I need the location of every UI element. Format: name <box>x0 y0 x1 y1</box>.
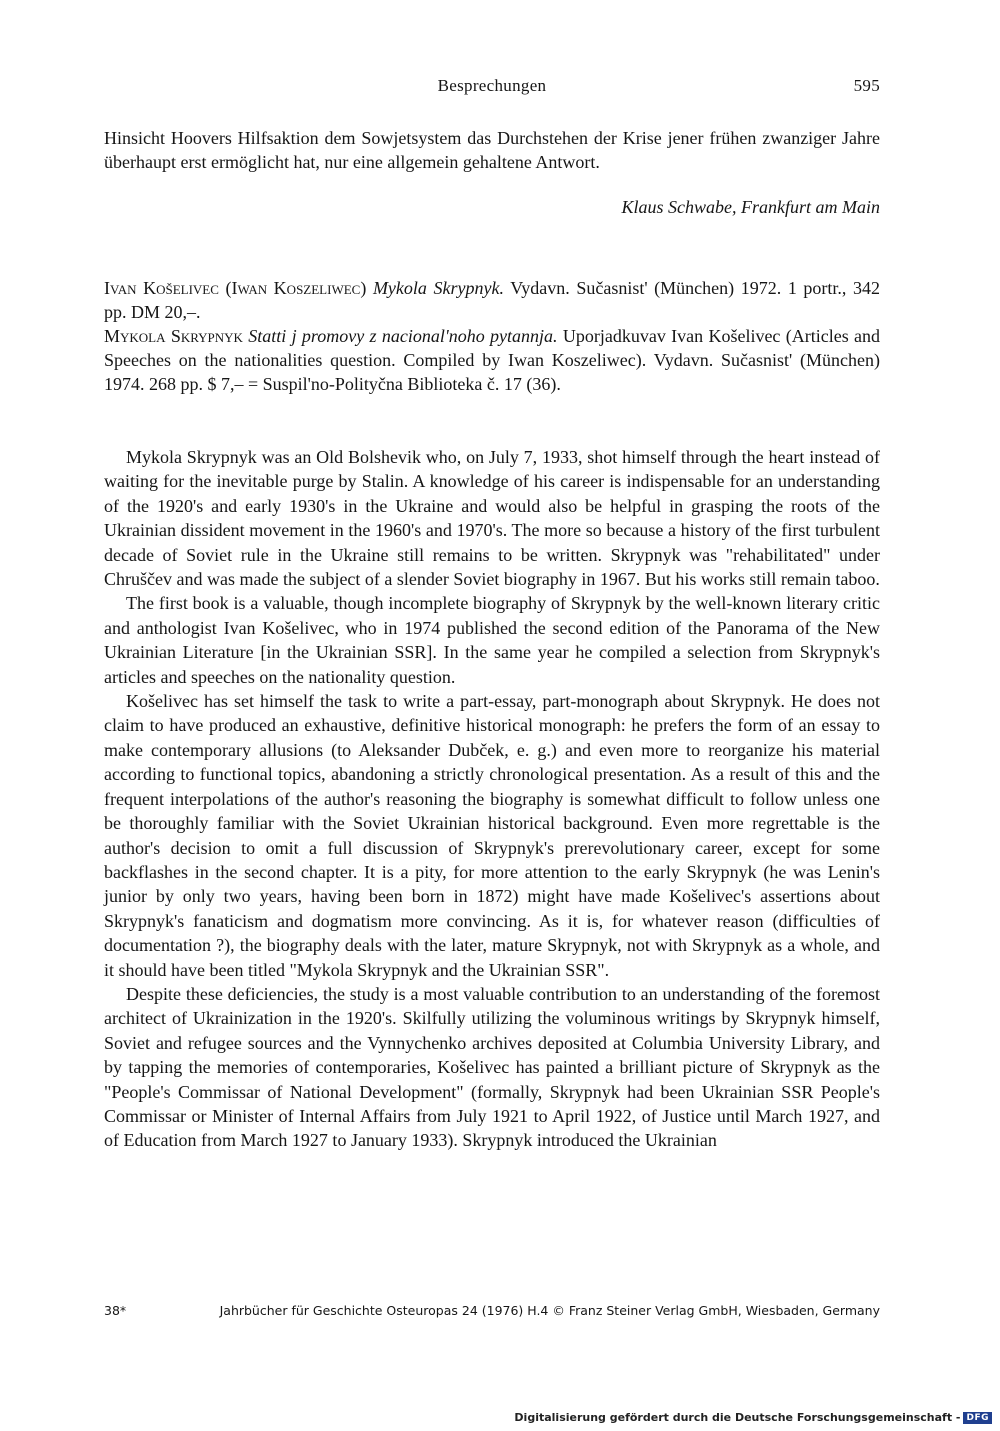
bib-author-alt: (Iwan Koszeliwec) <box>225 278 367 298</box>
reviewer-signature: Klaus Schwabe, Frankfurt am Main <box>621 197 880 217</box>
body-paragraph: Košelivec has set himself the task to write a part-essay, part-monograph about Skrypnyk. He does not claim to have produced an exhaustive, definitive historical monograph: he prefers the form of an essay to make contemporary allusions (to Aleksander Dubček, e. g.) and even more to reorganize his material according to functional topics, abandoning a strictly chronological presentation. As a result of this and the frequent interpolations of the author's reasoning the biography is somewhat difficult to follow unless one be thoroughly familiar with the Soviet Ukrainian historical background. Even more regrettable is the author's decision to omit a full discussion of Skrypnyk's prerevolutionary career, except for some backflashes in the second chapter. It is a pity, for more attention to the early Skrypnyk (he was Lenin's junior by only two years, having been born in 1872) might have made Košelivec's assertions about Skrypnyk's fanaticism and dogmatism more convincing. As it is, for whatever reason (difficulties of documentation ?), the biography deals with the later, mature Skrypnyk, not with Skrypnyk as a whole, and it should have been titled "Mykola Skrypnyk and the Ukrainian SSR". <box>104 691 880 980</box>
page-number: 595 <box>853 76 880 95</box>
running-head <box>104 76 880 100</box>
page-footer <box>104 1303 880 1318</box>
bibliography-entry <box>104 324 880 396</box>
bib-title: Mykola Skrypnyk. <box>372 278 504 298</box>
bib-title: Statti j promovy z nacional'noho pytannja. <box>248 326 558 346</box>
signature-mark: 38* <box>104 1303 127 1318</box>
journal-info: Jahrbücher für Geschichte Osteuropas 24 (1976) H.4 © Franz Steiner Verlag GmbH, Wiesbaden, Germany <box>219 1303 880 1318</box>
bibliography-entry <box>104 276 880 324</box>
running-title: Besprechungen <box>437 76 547 95</box>
bibliography-block <box>104 276 880 396</box>
dfg-logo-icon: DFG <box>963 1412 992 1424</box>
dfg-notice <box>514 1411 992 1424</box>
body-paragraph: The first book is a valuable, though incomplete biography of Skrypnyk by the well-known literary critic and anthologist Ivan Košelivec, who in 1974 published the second edition of the Panorama of the New Ukrainian Literature [in the Ukrainian SSR]. In the same year he compiled a selection from Skrypnyk's articles and speeches on the nationality question. <box>104 593 880 687</box>
bib-details: Vydavn. Sučasnist' (München) 1972. 1 portr., 342 pp. DM 20,–. <box>104 278 881 322</box>
continuation-paragraph: Hinsicht Hoovers Hilfsaktion dem Sowjetsystem das Durchstehen der Krise jener frühen zwanziger Jahre überhaupt erst ermöglicht hat, nur eine allgemein gehaltene Antwort. <box>104 128 880 173</box>
previous-review-ending <box>104 126 880 175</box>
review-body <box>104 445 880 1153</box>
bib-author: Mykola Skrypnyk <box>104 326 243 346</box>
bib-details: Uporjadkuvav Ivan Košelivec (Articles and Speeches on the nationalities question. Compiled by Iwan Koszeliwec). Vydavn. Sučasnist' (München) 1974. 268 pp. $ 7,– = Suspil'no-Polityčna Biblioteka č. 17 (36). <box>104 326 881 394</box>
dfg-notice-text: Digitalisierung gefördert durch die Deutsche Forschungsgemeinschaft - <box>514 1411 961 1424</box>
bib-author: Ivan Košelivec <box>104 278 219 298</box>
body-paragraph: Despite these deficiencies, the study is a most valuable contribution to an understanding of the foremost architect of Ukrainization in the 1920's. Skilfully utilizing the voluminous writings by Skrypnyk himself, Soviet and refugee sources and the Vynnychenko archives deposited at Columbia University Library, and by tapping the memories of contemporaries, Košelivec has painted a brilliant picture of Skrypnyk as the "People's Commissar of National Development" (formally, Skrypnyk had been Ukrainian SSR People's Commissar or Minister of Internal Affairs from July 1921 to April 1922, of Justice until March 1927, and of Education from March 1927 to January 1933). Skrypnyk introduced the Ukrainian <box>104 983 880 1151</box>
body-paragraph: Mykola Skrypnyk was an Old Bolshevik who, on July 7, 1933, shot himself through the heart instead of waiting for the inevitable purge by Stalin. A knowledge of his career is indispensable for an understanding of the 1920's and early 1930's in the Ukraine and would also be helpful in grasping the roots of the Ukrainian dissident movement in the 1960's and 1970's. The more so because a history of the first turbulent decade of Soviet rule in the Ukraine still remains to be written. Skrypnyk was "rehabilitated" under Chruščev and was made the subject of a slender Soviet biography in 1967. But his works still remain taboo. <box>104 447 880 590</box>
